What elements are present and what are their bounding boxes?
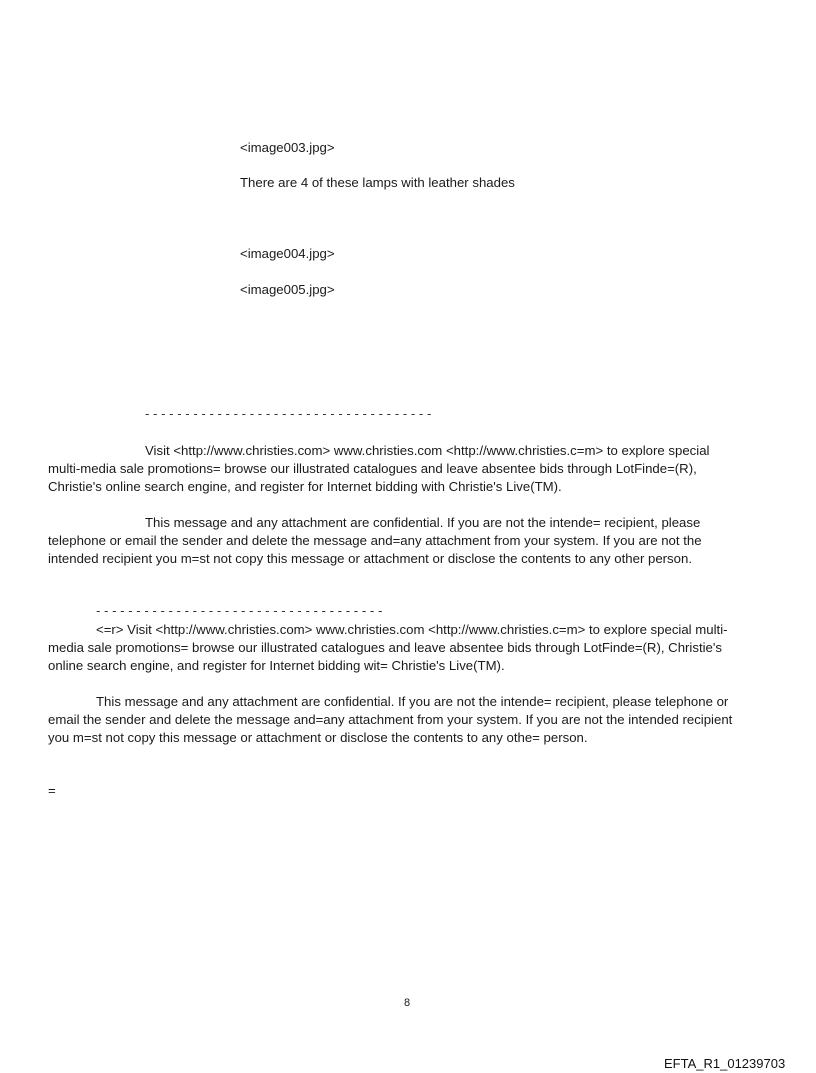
image004-placeholder: <image004.jpg> (240, 246, 335, 261)
confidential-line-3: intended recipient you m=st not copy this message or attachment or disclose the contents to any other person. (48, 551, 692, 566)
image003-placeholder: <image003.jpg> (240, 140, 335, 155)
separator-2: - - - - - - - - - - - - - - - - - - - - - - - - - - - - - - - - - - - - (96, 603, 383, 618)
confidential-line-1: This message and any attachment are confidential. If you are not the intende= recipient, please (145, 515, 701, 530)
visit-line-2-b: media sale promotions= browse our illustrated catalogues and leave absentee bids through LotFinde=(R), Christie's (48, 640, 722, 655)
confidential-line-2: telephone or email the sender and delete the message and=any attachment from your system. If you are not the (48, 533, 702, 548)
page-number: 8 (404, 997, 411, 1009)
document-id: EFTA_R1_01239703 (664, 1056, 786, 1071)
image005-placeholder: <image005.jpg> (240, 282, 335, 297)
confidential-line-3-b: you m=st not copy this message or attachment or disclose the contents to any othe= person. (48, 730, 588, 745)
trailing-equals: = (48, 783, 56, 798)
visit-line-3-b: online search engine, and register for Internet bidding wit= Christie's Live(TM). (48, 658, 505, 673)
visit-line-2: multi-media sale promotions= browse our illustrated catalogues and leave absentee bids through LotFinde=(R), (48, 461, 697, 476)
lamp-caption: There are 4 of these lamps with leather shades (240, 175, 515, 190)
visit-line-1-b: <=r> Visit <http://www.christies.com> www.christies.com <http://www.christies.c=m> to explore special multi- (96, 622, 728, 637)
confidential-line-1-b: This message and any attachment are confidential. If you are not the intende= recipient, please telephone or (96, 694, 729, 709)
visit-line-3: Christie's online search engine, and register for Internet bidding with Christie's Live(TM). (48, 479, 562, 494)
confidential-line-2-b: email the sender and delete the message and=any attachment from your system. If you are not the intended recipient (48, 712, 733, 727)
separator-1: - - - - - - - - - - - - - - - - - - - - - - - - - - - - - - - - - - - - (145, 406, 432, 421)
visit-line-1: Visit <http://www.christies.com> www.christies.com <http://www.christies.c=m> to explore special (145, 443, 710, 458)
